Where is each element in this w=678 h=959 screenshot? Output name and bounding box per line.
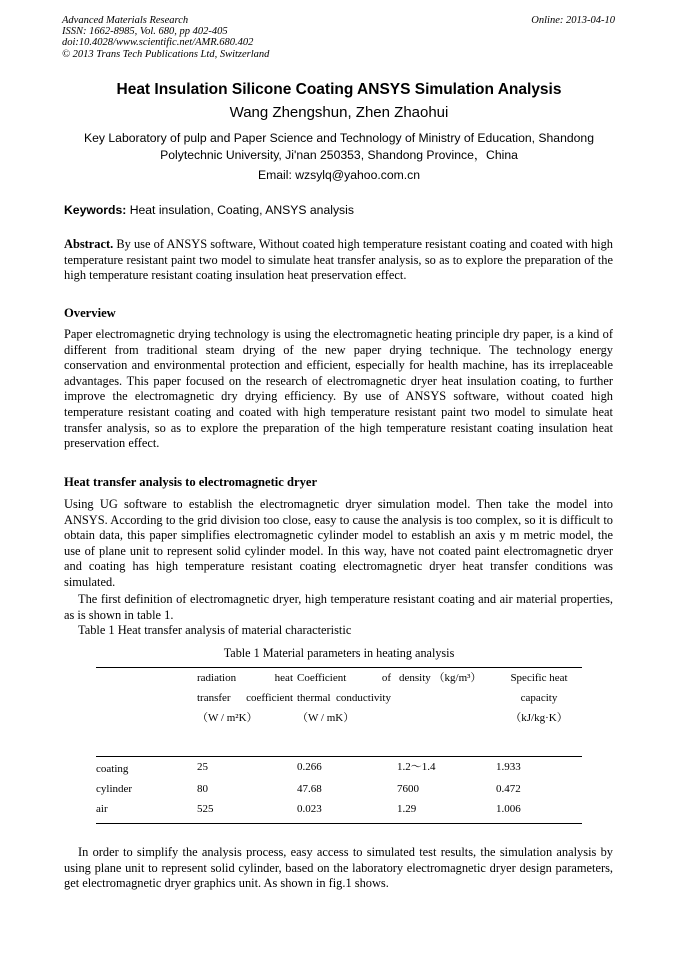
table-caption: Table 1 Material parameters in heating analysis bbox=[223, 646, 455, 660]
keywords-text: Heat insulation, Coating, ANSYS analysis bbox=[126, 203, 354, 217]
header-cell: radiation heat transfer coefficient（W / m²K） bbox=[197, 672, 293, 724]
abstract bbox=[64, 237, 613, 284]
keywords-label: Keywords: bbox=[64, 203, 127, 217]
cell: 7600 bbox=[397, 783, 419, 795]
cell: air bbox=[96, 803, 108, 815]
header-cell: density （kg/m³） bbox=[399, 672, 482, 684]
paper-title: Heat Insulation Silicone Coating ANSYS Simulation Analysis bbox=[116, 81, 562, 98]
copyright: © 2013 Trans Tech Publications Ltd, Switzerland bbox=[62, 48, 270, 60]
heat-paragraph-1: Using UG software to establish the electromagnetic dryer simulation model. Then take the model into ANSYS. According to the grid division too close, easy to cause the analysis is too complex, so it is difficult to obtain data, this paper simplifies electromagnetic cylinder model to establish an axis y m metric model, the use of plane unit to represent solid cylinder model. In this way, have not coated paint electromagnetic dryer and coating has high temperature resistant coating electromagnetic dryer heat transfer conditions was simulated. bbox=[64, 497, 613, 589]
abstract-text: By use of ANSYS software, Without coated high temperature resistant coating and coated with high temperature resistant paint two model to simulate heat transfer analysis, so as to explore the preparation of the high temperature resistant coating insulation heat preservation effect. bbox=[64, 237, 613, 283]
keywords bbox=[64, 203, 354, 217]
material-table bbox=[96, 667, 582, 824]
cell: 47.68 bbox=[297, 783, 322, 795]
cell: 80 bbox=[197, 783, 208, 795]
cell: coating bbox=[96, 763, 129, 775]
closing-paragraph: In order to simplify the analysis process, easy access to simulated test results, the simulation analysis by using plane unit to represent solid cylinder, based on the laboratory electromagnetic dryer design parameters, get electromagnetic dryer graphics unit. As shown in fig.1 shows. bbox=[64, 845, 613, 891]
cell: 1.933 bbox=[496, 761, 521, 773]
issn: ISSN: 1662-8985, Vol. 680, pp 402-405 bbox=[62, 26, 228, 38]
cell: 1.2～1.4 bbox=[397, 761, 436, 773]
affiliation: Key Laboratory of pulp and Paper Science and Technology of Ministry of Education, Shandong Polytechnic University, Ji'nan 250353, Shandong Province，China bbox=[84, 131, 594, 162]
abstract-label: Abstract. bbox=[64, 237, 114, 251]
table-row bbox=[96, 799, 582, 824]
table-row bbox=[96, 779, 582, 799]
email: Email: wzsylq@yahoo.com.cn bbox=[257, 168, 421, 182]
header-cell: Coefficient of thermal conductivity （W / mK） bbox=[297, 672, 391, 724]
header-cell: Specific heat capacity （kJ/kg·K） bbox=[510, 672, 568, 724]
cell: 1.29 bbox=[397, 803, 417, 815]
cell: 0.266 bbox=[297, 761, 322, 773]
cell: 1.006 bbox=[496, 803, 521, 815]
heat-transfer-heading: Heat transfer analysis to electromagnetic dryer bbox=[64, 475, 318, 489]
heat-paragraph-3: Table 1 Heat transfer analysis of material characteristic bbox=[78, 623, 352, 637]
overview-paragraph: Paper electromagnetic drying technology is using the electromagnetic heating principle dry paper, is a kind of different from traditional steam drying of the new paper drying technique. The technology energy conservation and environmental protection and efficient, especially for health machine, has its irreplaceable advantages. This paper focused on the research of electromagnetic dryer heat insulation coating, to further improve the electromagnetic dry drying efficiency. By use of ANSYS software, without coated high temperature resistant coating and coated with high temperature resistant paint two model to simulate heat transfer analysis, so as to explore the preparation of the high temperature resistant coating insulation heat preservation effect. bbox=[64, 327, 613, 451]
journal-header bbox=[62, 15, 269, 60]
cell: cylinder bbox=[96, 783, 133, 795]
cell: 0.472 bbox=[496, 783, 521, 795]
cell: 525 bbox=[197, 803, 214, 815]
heat-paragraph-2: The first definition of electromagnetic dryer, high temperature resistant coating and air material properties, as is shown in table 1. bbox=[64, 592, 613, 622]
online-date: Online: 2013-04-10 bbox=[531, 15, 615, 26]
journal-name: Advanced Materials Research bbox=[62, 15, 189, 26]
table-header-row bbox=[96, 668, 582, 757]
doi: doi:10.4028/www.scientific.net/AMR.680.402 bbox=[62, 37, 254, 49]
cell: 0.023 bbox=[297, 803, 322, 815]
table-row bbox=[96, 757, 582, 780]
overview-heading: Overview bbox=[64, 306, 116, 320]
authors: Wang Zhengshun, Zhen Zhaohui bbox=[229, 104, 449, 121]
cell: 25 bbox=[197, 761, 208, 773]
